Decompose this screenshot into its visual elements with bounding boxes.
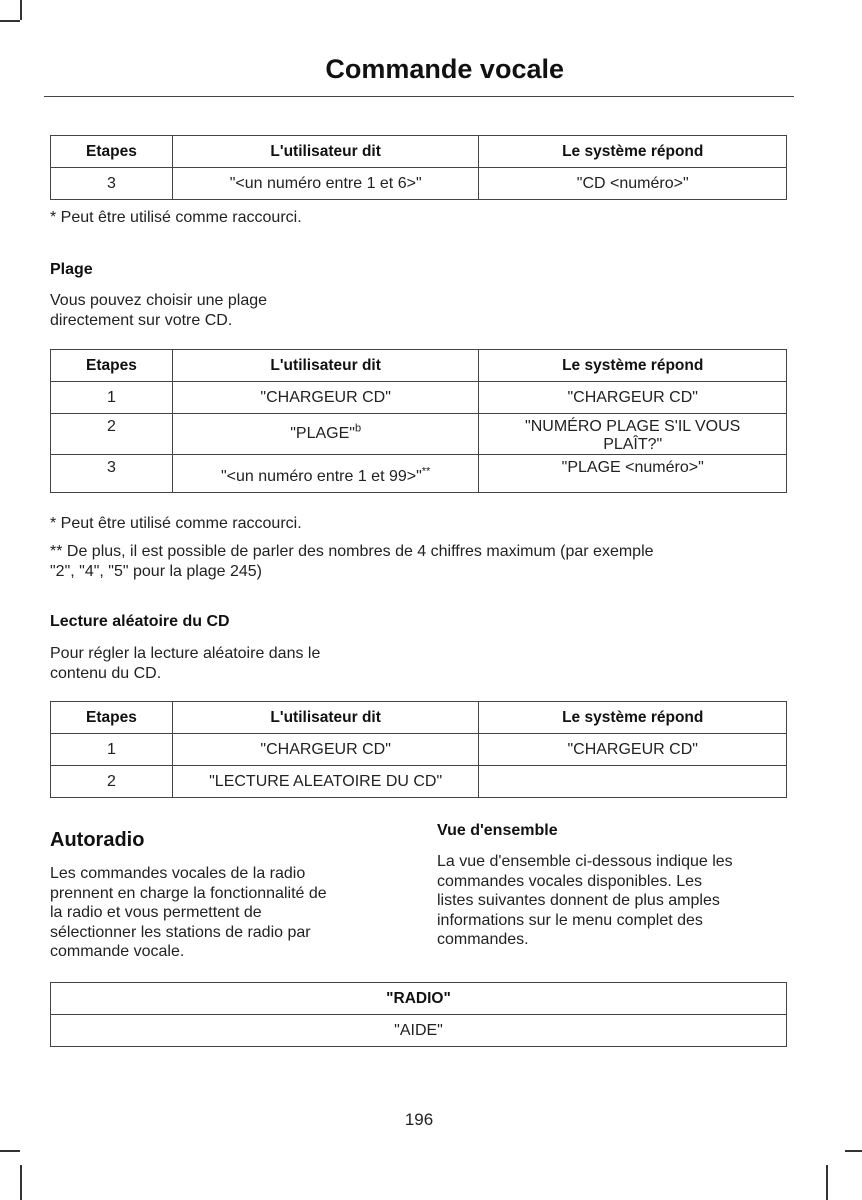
crop-mark-bottom-left-horizontal	[0, 1150, 20, 1152]
header-user-says: L'utilisateur dit	[172, 136, 479, 168]
table-row	[51, 168, 787, 200]
autoradio-line: Les commandes vocales de la radio	[50, 865, 306, 882]
table-row	[51, 1015, 787, 1047]
table-header-row	[51, 702, 787, 734]
footnote-marker: b	[354, 422, 362, 435]
footnote-marker: **	[421, 465, 431, 478]
section-heading-autoradio: Autoradio	[50, 829, 145, 851]
table-row	[51, 766, 787, 798]
cell-user-says: "CHARGEUR CD"	[172, 382, 479, 414]
cell-system-replies: "NUMÉRO PLAGE S'IL VOUS PLAÎT?"	[479, 414, 787, 455]
header-user-says: L'utilisateur dit	[172, 702, 479, 734]
lecture-intro-line: Pour régler la lecture aléatoire dans le	[50, 645, 321, 662]
crop-mark-top-left-horizontal	[0, 20, 20, 22]
autoradio-paragraph	[50, 864, 400, 962]
table-header-row	[51, 983, 787, 1015]
cell-step: 1	[51, 734, 173, 766]
cell-step: 3	[51, 168, 173, 200]
plage-intro-line: directement sur votre CD.	[50, 311, 233, 329]
section-heading-plage: Plage	[50, 261, 93, 278]
header-etapes: Etapes	[51, 702, 173, 734]
cell-step: 2	[51, 766, 173, 798]
cell-system-replies	[479, 766, 787, 798]
cell-step: 2	[51, 414, 173, 455]
footnote-shortcut: * Peut être utilisé comme raccourci.	[50, 515, 302, 532]
autoradio-line: prennent en charge la fonctionnalité de	[50, 884, 327, 902]
overview-line: La vue d'ensemble ci-dessous indique les	[437, 853, 733, 870]
overview-line: informations sur le menu complet des	[437, 911, 703, 929]
lecture-intro	[50, 644, 320, 683]
table-row	[51, 414, 787, 455]
plage-intro	[50, 291, 267, 330]
table-cd-number	[50, 135, 787, 200]
cell-user-says: "CHARGEUR CD"	[172, 734, 479, 766]
crop-mark-bottom-right-vertical	[826, 1165, 828, 1200]
overview-line: listes suivantes donnent de plus amples	[437, 892, 720, 909]
cell-system-replies: "CD <numéro>"	[479, 168, 787, 200]
footnote-shortcut: * Peut être utilisé comme raccourci.	[50, 209, 302, 226]
cell-aide: "AIDE"	[51, 1015, 787, 1047]
header-user-says: L'utilisateur dit	[172, 350, 479, 382]
cell-user-says-text: "PLAGE"	[290, 425, 355, 442]
autoradio-line: la radio et vous permettent de	[50, 904, 262, 921]
cell-system-replies: "CHARGEUR CD"	[479, 734, 787, 766]
autoradio-line: commande vocale.	[50, 943, 185, 960]
table-header-row	[51, 350, 787, 382]
header-system-replies: Le système répond	[479, 702, 787, 734]
table-row	[51, 382, 787, 414]
lecture-intro-line: contenu du CD.	[50, 664, 162, 682]
overview-line: commandes.	[437, 931, 529, 948]
cell-system-replies: "CHARGEUR CD"	[479, 382, 787, 414]
title-divider	[44, 96, 794, 97]
header-etapes: Etapes	[51, 136, 173, 168]
page-title: Commande vocale	[325, 54, 564, 84]
table-row	[51, 455, 787, 493]
crop-mark-top-left-vertical	[20, 0, 22, 20]
cell-user-says	[172, 414, 479, 455]
cell-user-says: "<un numéro entre 1 et 6>"	[172, 168, 479, 200]
table-plage	[50, 349, 787, 493]
crop-mark-bottom-left-vertical	[20, 1165, 22, 1200]
footnote-numbers-line: "2", "4", "5" pour la plage 245)	[50, 562, 262, 580]
section-heading-overview: Vue d'ensemble	[437, 822, 558, 839]
table-header-row	[51, 136, 787, 168]
plage-intro-line: Vous pouvez choisir une plage	[50, 292, 268, 309]
header-radio: "RADIO"	[51, 983, 787, 1015]
page-number: 196	[404, 1110, 434, 1129]
header-system-replies: Le système répond	[479, 350, 787, 382]
table-lecture	[50, 701, 787, 798]
header-etapes: Etapes	[51, 350, 173, 382]
crop-mark-bottom-right-horizontal	[845, 1150, 862, 1152]
cell-user-says: "LECTURE ALEATOIRE DU CD"	[172, 766, 479, 798]
footnote-numbers	[50, 542, 790, 581]
cell-user-says-text: "<un numéro entre 1 et 99>"	[220, 468, 422, 485]
table-row	[51, 734, 787, 766]
overview-line: commandes vocales disponibles. Les	[437, 872, 703, 890]
overview-paragraph	[437, 852, 792, 950]
header-system-replies: Le système répond	[479, 136, 787, 168]
table-radio	[50, 982, 787, 1047]
cell-user-says	[172, 455, 479, 493]
autoradio-line: sélectionner les stations de radio par	[50, 923, 311, 941]
cell-system-replies: "PLAGE <numéro>"	[479, 455, 787, 493]
footnote-numbers-line: ** De plus, il est possible de parler des nombres de 4 chiffres maximum (par exemple	[50, 543, 654, 560]
cell-step: 3	[51, 455, 173, 493]
cell-step: 1	[51, 382, 173, 414]
section-heading-lecture: Lecture aléatoire du CD	[50, 613, 230, 630]
